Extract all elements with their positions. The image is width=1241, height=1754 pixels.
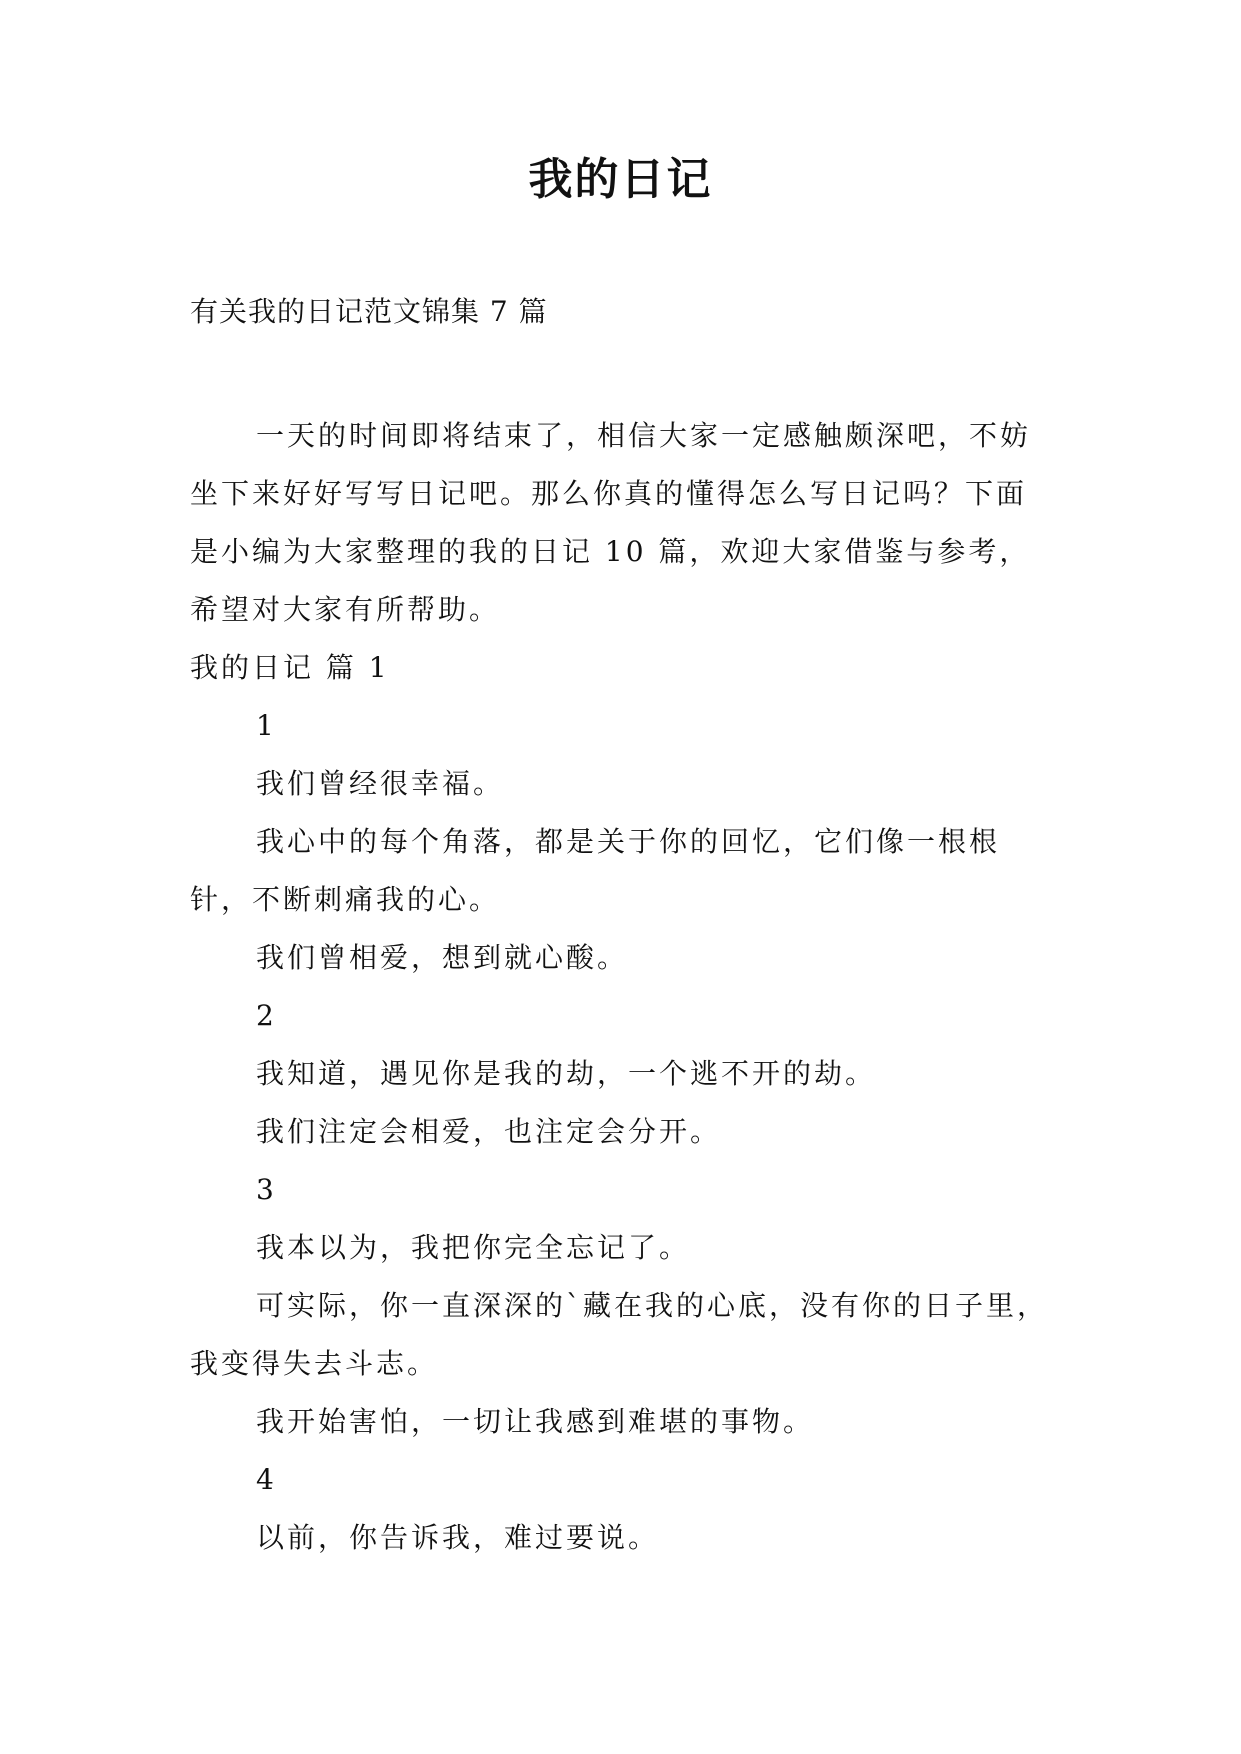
body-paragraph: 我开始害怕，一切让我感到难堪的事物。 (256, 1405, 815, 1438)
intro-paragraph: 一天的时间即将结束了，相信大家一定感触颇深吧，不妨坐下来好好写写日记吧。那么你真的懂得怎么写日记吗？下面是小编为大家整理的我的日记 10 篇，欢迎大家借鉴与参考，希望对大家有所帮助。 (190, 419, 1032, 626)
body-paragraph: 我心中的每个角落，都是关于你的回忆，它们像一根根针，不断刺痛我的心。 (190, 825, 1001, 916)
section-heading: 我的日记 篇 1 (190, 651, 390, 684)
document-body (190, 407, 1050, 1567)
entry-number: 1 (256, 709, 277, 742)
body-paragraph: 我们注定会相爱，也注定会分开。 (256, 1115, 722, 1148)
entry-number: 3 (256, 1173, 277, 1206)
body-paragraph: 我本以为，我把你完全忘记了。 (256, 1231, 691, 1264)
body-paragraph: 可实际，你一直深深的`藏在我的心底，没有你的日子里，我变得失去斗志。 (190, 1289, 1049, 1380)
body-paragraph: 我们曾经很幸福。 (256, 767, 505, 800)
document-title: 我的日记 (528, 154, 713, 205)
entry-number: 2 (256, 999, 277, 1032)
body-paragraph: 以前，你告诉我，难过要说。 (256, 1521, 660, 1554)
entry-number: 4 (256, 1463, 277, 1496)
body-paragraph: 我知道，遇见你是我的劫，一个逃不开的劫。 (256, 1057, 877, 1090)
body-paragraph: 我们曾相爱，想到就心酸。 (256, 941, 629, 974)
document-subtitle: 有关我的日记范文锦集 7 篇 (190, 295, 548, 328)
